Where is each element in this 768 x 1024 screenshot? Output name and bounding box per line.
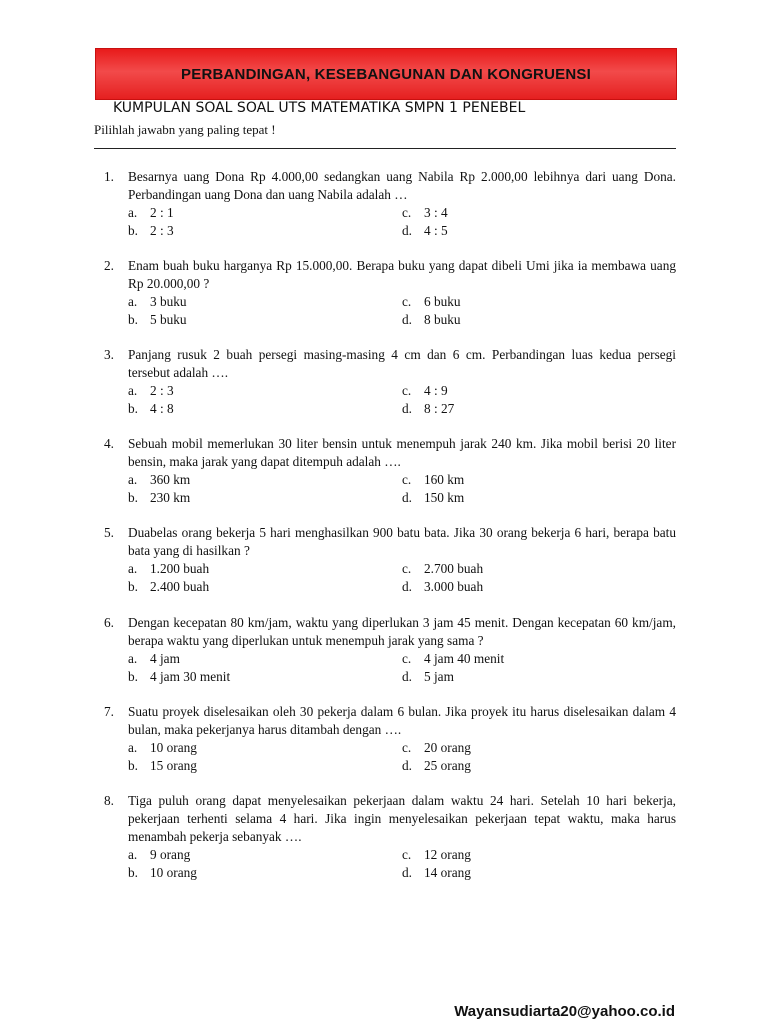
option-text: 2.700 buah (424, 561, 484, 576)
answer-option (402, 560, 676, 578)
question-item (104, 524, 676, 595)
answer-option (402, 293, 676, 311)
option-letter: b. (128, 668, 138, 684)
option-text: 160 km (424, 472, 465, 487)
answer-options (128, 204, 676, 239)
answer-option (402, 400, 676, 418)
option-letter: b. (128, 311, 138, 327)
answer-option (128, 757, 402, 775)
option-text: 4 jam (150, 651, 180, 666)
option-letter: c. (402, 383, 412, 398)
option-letter: c. (402, 740, 412, 755)
answer-option (128, 222, 402, 240)
page-title: PERBANDINGAN, KESEBANGUNAN DAN KONGRUENSI (181, 65, 591, 83)
option-text: 3 buku (150, 294, 187, 309)
question-item (104, 614, 676, 685)
question-item (104, 792, 676, 881)
option-text: 2 : 1 (150, 205, 174, 220)
answer-option (402, 311, 676, 329)
question-number: 7. (104, 704, 114, 719)
page-subtitle: KUMPULAN SOAL SOAL UTS MATEMATIKA SMPN 1 PENEBEL (113, 100, 526, 116)
option-text: 230 km (150, 489, 191, 505)
answer-option (128, 578, 402, 596)
option-letter: b. (128, 489, 138, 505)
answer-options (128, 846, 676, 881)
option-letter: d. (402, 311, 412, 327)
question-row (104, 435, 676, 471)
option-letter: d. (402, 400, 412, 416)
option-letter: a. (128, 383, 138, 398)
option-letter: d. (402, 489, 412, 505)
question-text: Sebuah mobil memerlukan 30 liter bensin untuk menempuh jarak 240 km. Jika mobil berisi 20 liter bensin, maka jarak yang dapat ditempuh adalah …. (128, 436, 676, 469)
question-number: 1. (104, 169, 114, 184)
answer-option (402, 204, 676, 222)
question-number: 6. (104, 615, 114, 630)
option-text: 10 orang (150, 864, 197, 880)
option-letter: c. (402, 847, 412, 862)
option-text: 3.000 buah (424, 578, 484, 594)
option-letter: a. (128, 472, 138, 487)
answer-option (128, 471, 402, 489)
option-text: 6 buku (424, 294, 461, 309)
question-number: 3. (104, 347, 114, 362)
option-text: 4 : 5 (424, 222, 448, 238)
option-letter: c. (402, 205, 412, 220)
question-row (104, 346, 676, 382)
answer-option (128, 382, 402, 400)
option-letter: a. (128, 847, 138, 862)
option-letter: c. (402, 651, 412, 666)
option-text: 4 jam 40 menit (424, 651, 505, 666)
answer-option (402, 382, 676, 400)
question-number: 4. (104, 436, 114, 451)
question-item (104, 168, 676, 239)
option-text: 2.400 buah (150, 578, 210, 594)
option-text: 1.200 buah (150, 561, 210, 576)
answer-option (128, 204, 402, 222)
answer-option (402, 489, 676, 507)
option-letter: b. (128, 757, 138, 773)
option-letter: a. (128, 651, 138, 666)
option-letter: b. (128, 578, 138, 594)
option-letter: c. (402, 294, 412, 309)
answer-option (128, 489, 402, 507)
option-letter: d. (402, 864, 412, 880)
answer-options (128, 560, 676, 595)
answer-option (128, 293, 402, 311)
option-text: 4 jam 30 menit (150, 668, 231, 684)
option-letter: d. (402, 668, 412, 684)
option-text: 9 orang (150, 847, 191, 862)
answer-option (128, 668, 402, 686)
answer-option (128, 739, 402, 757)
question-text: Besarnya uang Dona Rp 4.000,00 sedangkan uang Nabila Rp 2.000,00 lebihnya dari uang Dona. Perbandingan uang Dona dan uang Nabila adalah … (128, 169, 676, 202)
option-text: 4 : 9 (424, 383, 448, 398)
question-row (104, 168, 676, 204)
question-item (104, 257, 676, 328)
answer-options (128, 739, 676, 774)
answer-option (402, 668, 676, 686)
option-text: 2 : 3 (150, 383, 174, 398)
option-letter: d. (402, 222, 412, 238)
option-text: 5 buku (150, 311, 187, 327)
answer-option (402, 846, 676, 864)
title-banner (95, 48, 677, 100)
question-item (104, 703, 676, 774)
answer-option (402, 578, 676, 596)
footer-email: Wayansudiarta20@yahoo.co.id (454, 1003, 675, 1020)
option-text: 20 orang (424, 740, 471, 755)
option-text: 8 buku (424, 311, 461, 327)
option-text: 3 : 4 (424, 205, 448, 220)
option-text: 14 orang (424, 864, 471, 880)
option-letter: b. (128, 222, 138, 238)
answer-option (402, 739, 676, 757)
answer-option (128, 311, 402, 329)
answer-options (128, 471, 676, 506)
question-row (104, 703, 676, 739)
answer-option (128, 400, 402, 418)
question-row (104, 524, 676, 560)
option-text: 8 : 27 (424, 400, 455, 416)
answer-options (128, 293, 676, 328)
question-row (104, 257, 676, 293)
question-row (104, 614, 676, 650)
answer-options (128, 650, 676, 685)
option-letter: a. (128, 561, 138, 576)
question-item (104, 346, 676, 417)
question-text: Suatu proyek diselesaikan oleh 30 pekerja dalam 6 bulan. Jika proyek itu harus diselesaikan dalam 4 bulan, maka pekerjanya harus ditambah dengan …. (128, 704, 676, 737)
option-text: 150 km (424, 489, 465, 505)
option-letter: c. (402, 472, 412, 487)
option-letter: a. (128, 205, 138, 220)
option-text: 360 km (150, 472, 191, 487)
question-number: 8. (104, 793, 114, 808)
option-text: 5 jam (424, 668, 454, 684)
question-number: 5. (104, 525, 114, 540)
option-letter: b. (128, 400, 138, 416)
instruction-text: Pilihlah jawabn yang paling tepat ! (94, 122, 276, 137)
question-text: Tiga puluh orang dapat menyelesaikan pekerjaan dalam waktu 24 hari. Setelah 10 hari bekerja, pekerjaan terhenti selama 4 hari. Jika ingin menyelesaikan pekerjaan tepat waktu, maka harus menambah pekerja sebanyak …. (128, 793, 676, 844)
header-divider (94, 148, 676, 149)
question-text: Panjang rusuk 2 buah persegi masing-masing 4 cm dan 6 cm. Perbandingan luas kedua persegi tersebut adalah …. (128, 347, 676, 380)
answer-option (402, 757, 676, 775)
question-item (104, 435, 676, 506)
option-text: 10 orang (150, 740, 197, 755)
option-letter: a. (128, 294, 138, 309)
option-text: 15 orang (150, 757, 197, 773)
option-text: 2 : 3 (150, 222, 174, 238)
answer-option (128, 864, 402, 882)
answer-option (402, 864, 676, 882)
answer-option (128, 560, 402, 578)
option-text: 12 orang (424, 847, 471, 862)
answer-option (402, 471, 676, 489)
option-letter: d. (402, 578, 412, 594)
question-text: Duabelas orang bekerja 5 hari menghasilkan 900 batu bata. Jika 30 orang bekerja 6 hari, berapa batu bata yang di hasilkan ? (128, 525, 676, 558)
answer-option (128, 846, 402, 864)
option-letter: a. (128, 740, 138, 755)
option-text: 4 : 8 (150, 400, 174, 416)
answer-option (402, 222, 676, 240)
question-text: Dengan kecepatan 80 km/jam, waktu yang diperlukan 3 jam 45 menit. Dengan kecepatan 60 km/jam, berapa waktu yang diperlukan untuk menempuh jarak yang sama ? (128, 615, 676, 648)
option-letter: d. (402, 757, 412, 773)
question-text: Enam buah buku harganya Rp 15.000,00. Berapa buku yang dapat dibeli Umi jika ia membawa uang Rp 20.000,00 ? (128, 258, 676, 291)
answer-option (402, 650, 676, 668)
option-letter: b. (128, 864, 138, 880)
option-text: 25 orang (424, 757, 471, 773)
question-number: 2. (104, 258, 114, 273)
question-row (104, 792, 676, 846)
answer-option (128, 650, 402, 668)
option-letter: c. (402, 561, 412, 576)
answer-options (128, 382, 676, 417)
